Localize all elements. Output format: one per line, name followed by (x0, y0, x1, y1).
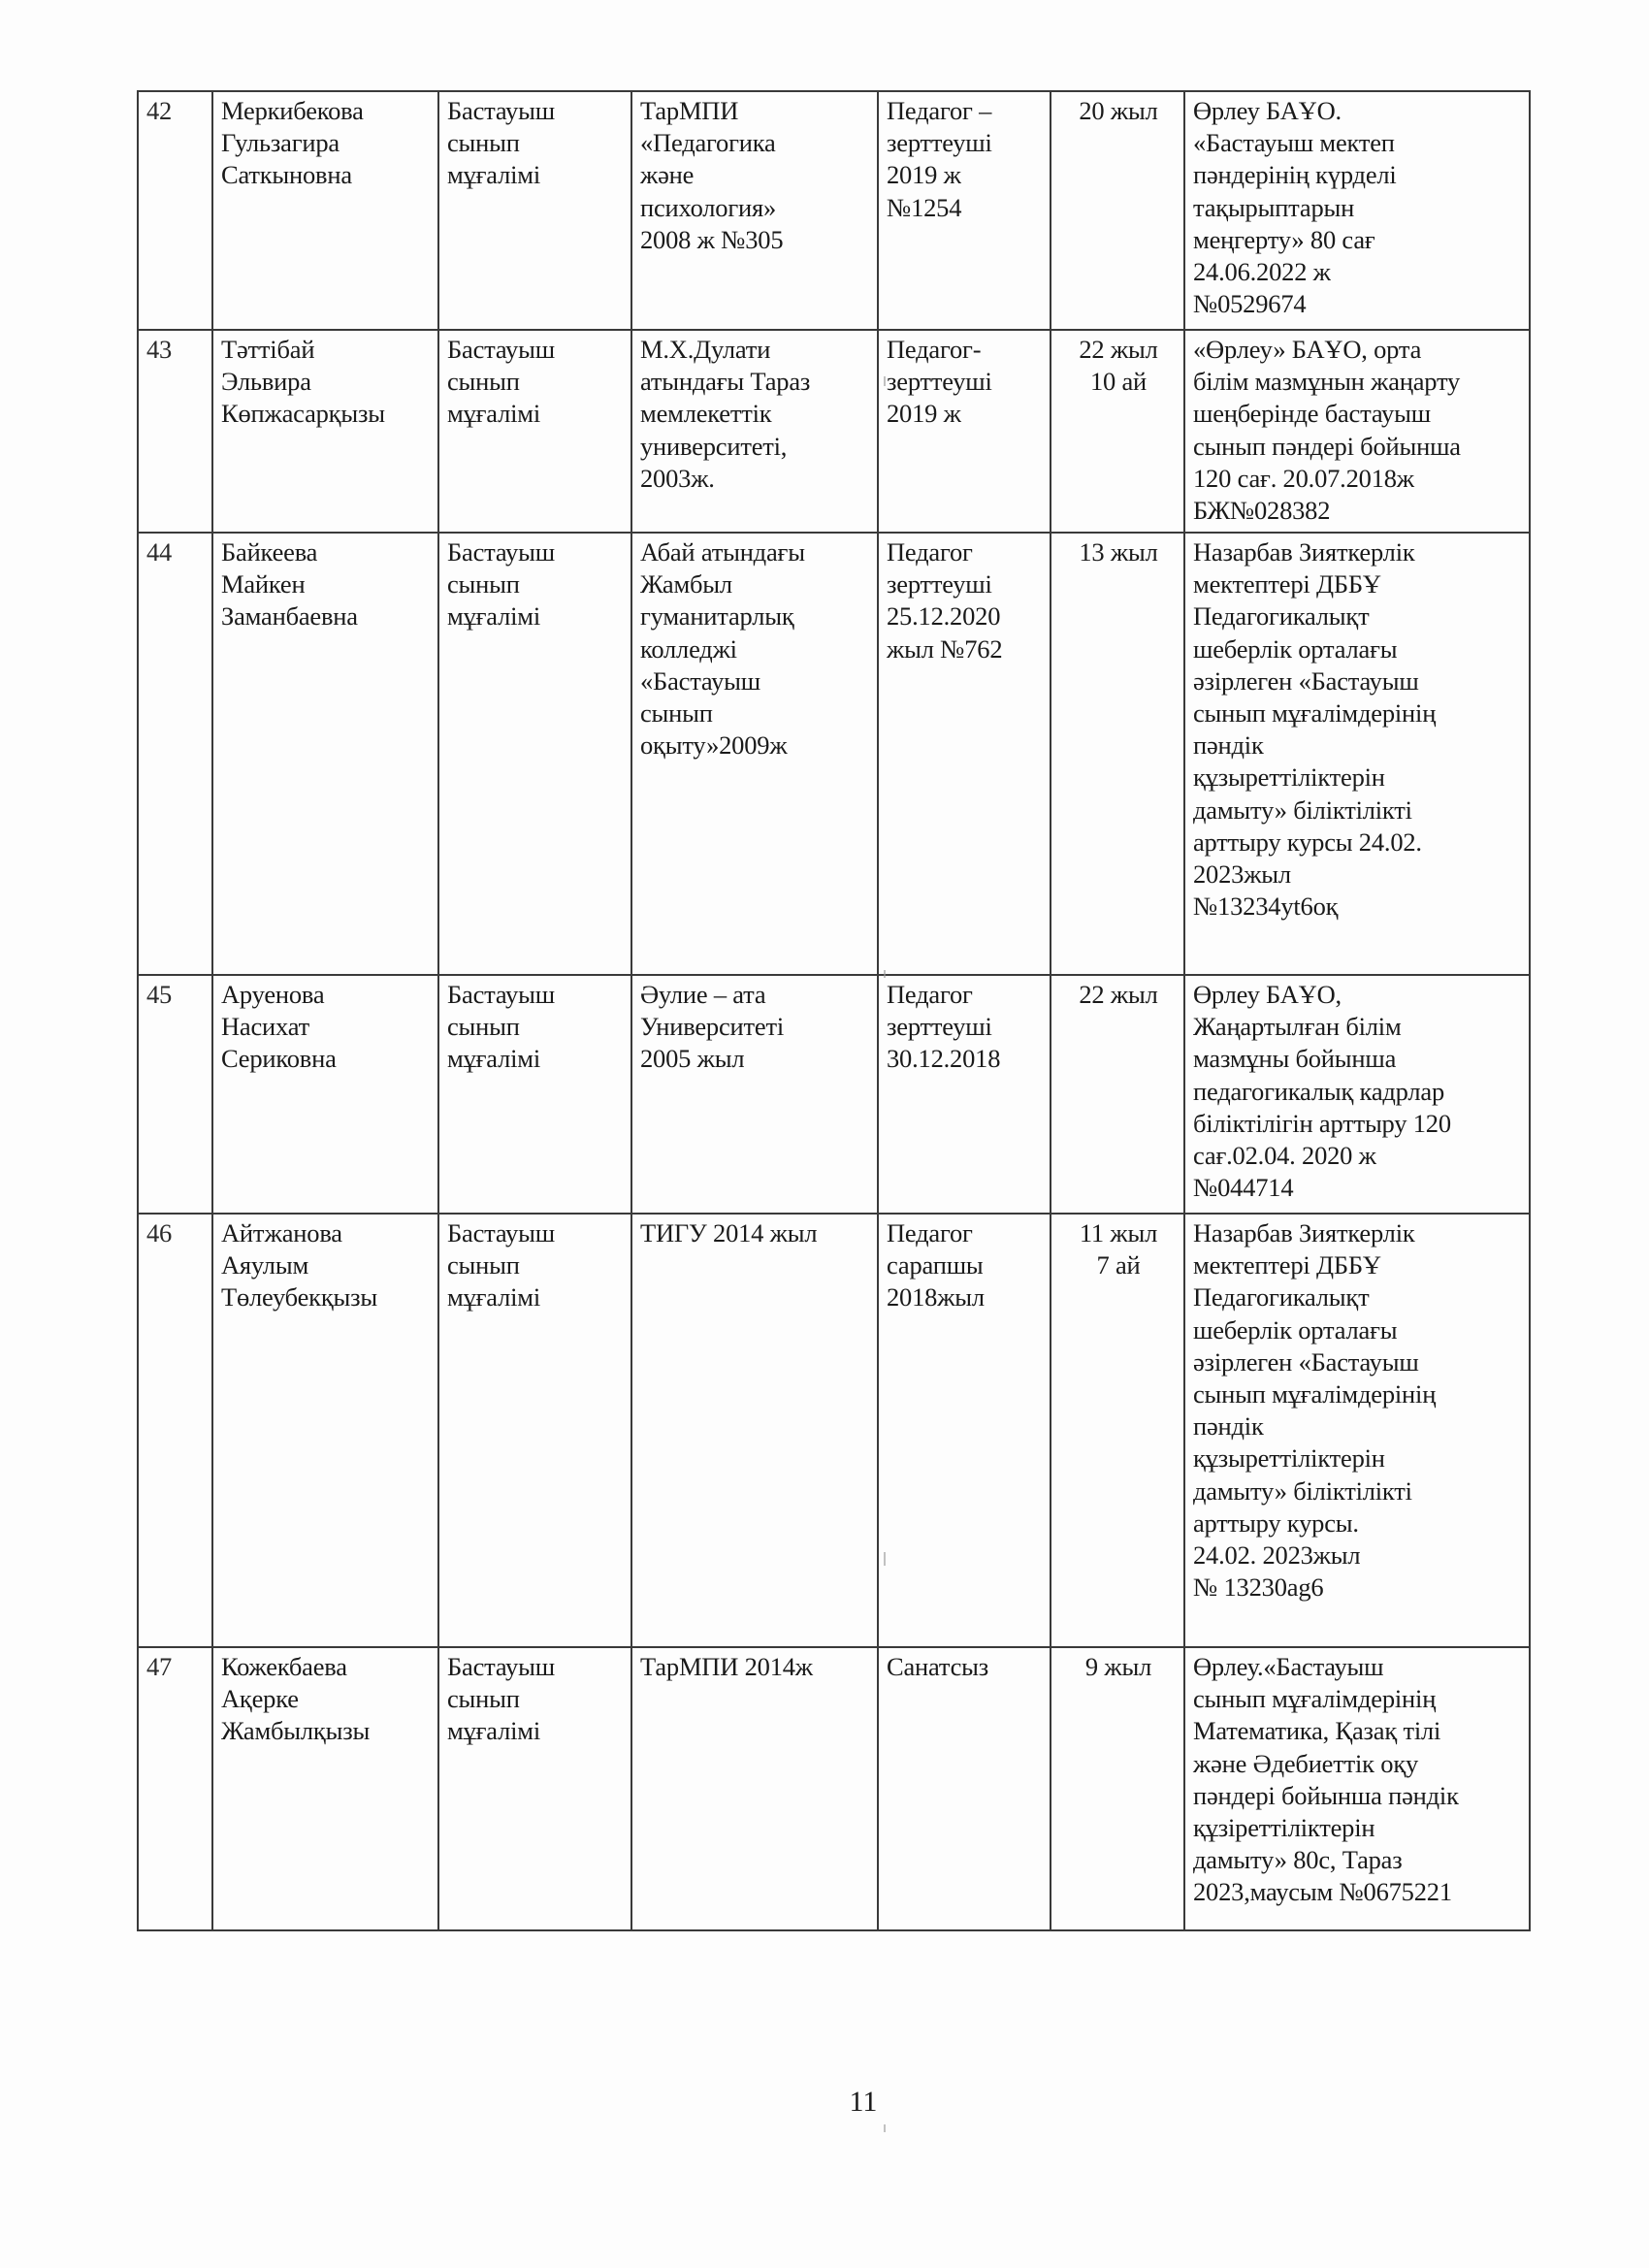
scan-artifact (884, 1552, 886, 1566)
education: Абай атындағы Жамбыл гуманитарлық колледжі «Бастауыш сынып оқыту»2009ж (631, 533, 878, 975)
teacher-name: Тәттібай Эльвира Көпжасарқызы (212, 330, 438, 533)
experience: 9 жыл (1051, 1647, 1184, 1930)
staff-qualification-table (137, 90, 1531, 1931)
table-row (138, 975, 1530, 1214)
education: Әулие – ата Университеті 2005 жыл (631, 975, 878, 1214)
education: ТИГУ 2014 жыл (631, 1214, 878, 1647)
education: М.Х.Дулати атындағы Тараз мемлекеттік университеті, 2003ж. (631, 330, 878, 533)
table-row (138, 1647, 1530, 1930)
category: Педагог – зерттеуші 2019 ж №1254 (878, 91, 1051, 330)
table-row (138, 1214, 1530, 1647)
category: Педагог- зерттеуші 2019 ж (878, 330, 1051, 533)
experience: 20 жыл (1051, 91, 1184, 330)
row-number: 47 (138, 1647, 212, 1930)
scan-artifact (884, 376, 886, 386)
training-course: «Өрлеу» БАҰО, орта білім мазмұнын жаңарту шеңберінде бастауыш сынып пәндері бойынша 120 сағ. 20.07.2018ж БЖ№028382 (1184, 330, 1530, 533)
teacher-name: Айтжанова Аяулым Төлеубекқызы (212, 1214, 438, 1647)
teacher-name: Меркибекова Гульзагира Саткыновна (212, 91, 438, 330)
experience: 22 жыл (1051, 975, 1184, 1214)
education: ТарМПИ 2014ж (631, 1647, 878, 1930)
experience: 11 жыл 7 ай (1051, 1214, 1184, 1647)
category: Педагог зерттеуші 30.12.2018 (878, 975, 1051, 1214)
row-number: 42 (138, 91, 212, 330)
category: Санатсыз (878, 1647, 1051, 1930)
table-row (138, 533, 1530, 975)
education: ТарМПИ «Педагогика және психология» 2008 ж №305 (631, 91, 878, 330)
table-row (138, 91, 1530, 330)
position: Бастауыш сынып мұғалімі (438, 91, 631, 330)
training-course: Өрлеу БАҰО, Жаңартылған білім мазмұны бойынша педагогикалық кадрлар біліктілігін арттыру 120 сағ.02.04. 2020 ж №044714 (1184, 975, 1530, 1214)
position: Бастауыш сынып мұғалімі (438, 1647, 631, 1930)
experience: 13 жыл (1051, 533, 1184, 975)
row-number: 43 (138, 330, 212, 533)
training-course: Назарбав Зияткерлік мектептері ДББҰ Педагогикалықт шеберлік орталағы әзірлеген «Бастауыш сынып мұғалімдерінің пәндік құзыреттіліктерін дамыту» біліктілікті арттыру курсы. 24.02. 2023жыл № 13230аg6 (1184, 1214, 1530, 1647)
position: Бастауыш сынып мұғалімі (438, 1214, 631, 1647)
row-number: 46 (138, 1214, 212, 1647)
teacher-name: Аруенова Насихат Сериковна (212, 975, 438, 1214)
teacher-name: Байкеева Майкен Заманбаевна (212, 533, 438, 975)
scan-artifact (884, 2124, 886, 2132)
training-course: Өрлеу БАҰО. «Бастауыш мектеп пәндерінің күрделі тақырыптарын меңгерту» 80 сағ 24.06.2022 ж №0529674 (1184, 91, 1530, 330)
teacher-name: Кожекбаева Ақерке Жамбылқызы (212, 1647, 438, 1930)
training-course: Назарбав Зияткерлік мектептері ДББҰ Педагогикалықт шеберлік орталағы әзірлеген «Бастауыш сынып мұғалімдерінің пәндік құзыреттіліктерін дамыту» біліктілікті арттыру курсы 24.02. 2023жыл №13234уt6оқ (1184, 533, 1530, 975)
category: Педагог сарапшы 2018жыл (878, 1214, 1051, 1647)
position: Бастауыш сынып мұғалімі (438, 533, 631, 975)
position: Бастауыш сынып мұғалімі (438, 330, 631, 533)
scan-artifact (884, 970, 886, 978)
category: Педагог зерттеуші 25.12.2020 жыл №762 (878, 533, 1051, 975)
page-number: 11 (849, 2086, 878, 2118)
position: Бастауыш сынып мұғалімі (438, 975, 631, 1214)
row-number: 44 (138, 533, 212, 975)
training-course: Өрлеу.«Бастауыш сынып мұғалімдерінің Математика, Қазақ тілі және Әдебиеттік оқу пәндері бойынша пәндік құзіреттіліктерін дамыту» 80с, Тараз 2023,маусым №0675221 (1184, 1647, 1530, 1930)
experience: 22 жыл 10 ай (1051, 330, 1184, 533)
row-number: 45 (138, 975, 212, 1214)
table-row (138, 330, 1530, 533)
